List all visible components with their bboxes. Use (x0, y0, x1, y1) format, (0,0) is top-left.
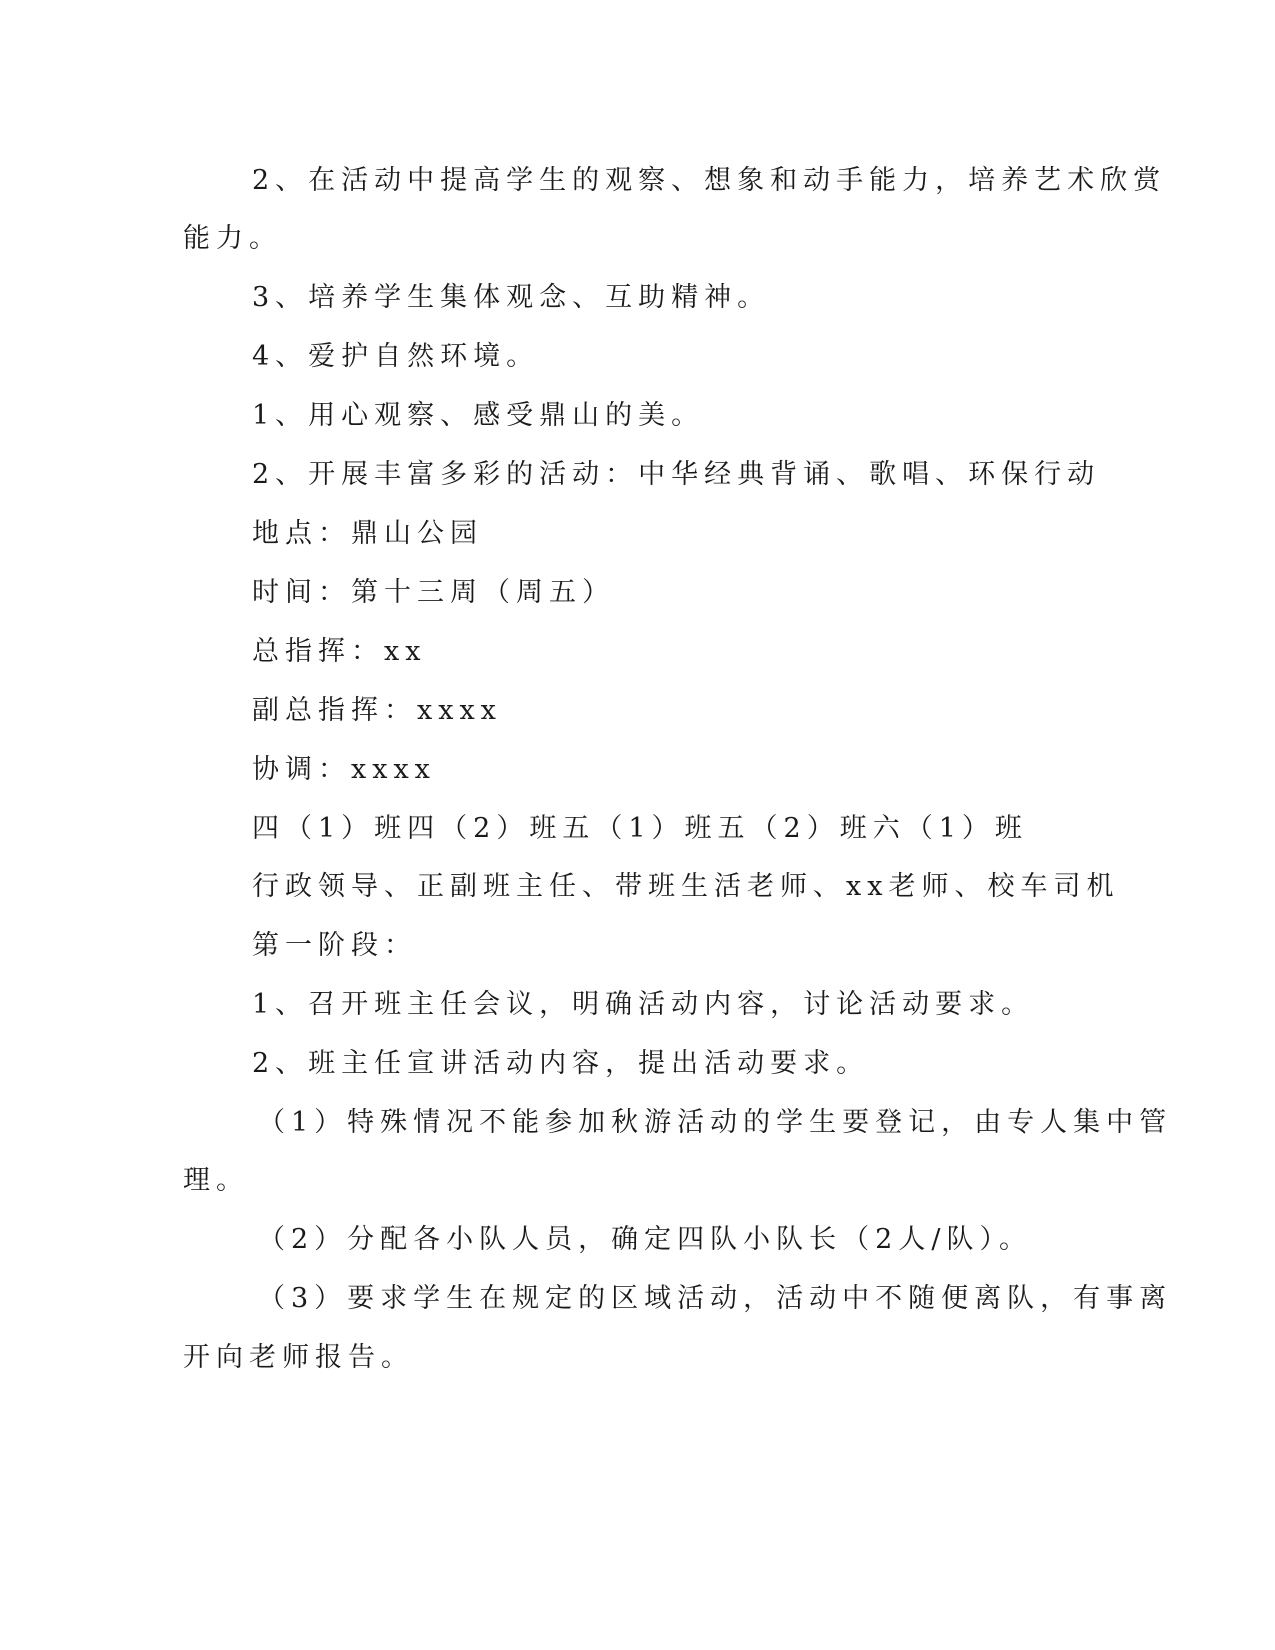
text-line: 2、班主任宣讲活动内容，提出活动要求。 (252, 1048, 870, 1079)
text-line: 行政领导、正副班主任、带班生活老师、xx老师、校车司机 (252, 871, 1120, 902)
text-line: （2）分配各小队人员，确定四队小队长（2人/队）。 (258, 1224, 1032, 1255)
text-line: 开向老师报告。 (183, 1342, 414, 1373)
text-line: 总指挥：xx (252, 636, 427, 667)
text-line: 1、召开班主任会议，明确活动内容，讨论活动要求。 (252, 989, 1035, 1020)
text-line: 理。 (183, 1165, 249, 1196)
text-line: 2、在活动中提高学生的观察、想象和动手能力，培养艺术欣赏 (252, 165, 1167, 196)
text-line: 能力。 (183, 223, 282, 254)
text-line: 1、用心观察、感受鼎山的美。 (252, 400, 705, 431)
text-line: 第一阶段： (252, 930, 417, 961)
text-line: 2、开展丰富多彩的活动：中华经典背诵、歌唱、环保行动 (252, 459, 1101, 490)
text-line: 地点：鼎山公园 (252, 518, 483, 549)
text-line: 四（1）班四（2）班五（1）班五（2）班六（1）班 (252, 813, 1028, 844)
text-line: （1）特殊情况不能参加秋游活动的学生要登记，由专人集中管 (258, 1107, 1173, 1138)
text-line: 协调：xxxx (252, 754, 436, 785)
text-line: 副总指挥：xxxx (252, 695, 502, 726)
text-line: （3）要求学生在规定的区域活动，活动中不随便离队，有事离 (258, 1283, 1173, 1314)
text-line: 4、爱护自然环境。 (252, 341, 540, 372)
text-line: 时间：第十三周（周五） (252, 577, 615, 608)
text-line: 3、培养学生集体观念、互助精神。 (252, 282, 771, 313)
